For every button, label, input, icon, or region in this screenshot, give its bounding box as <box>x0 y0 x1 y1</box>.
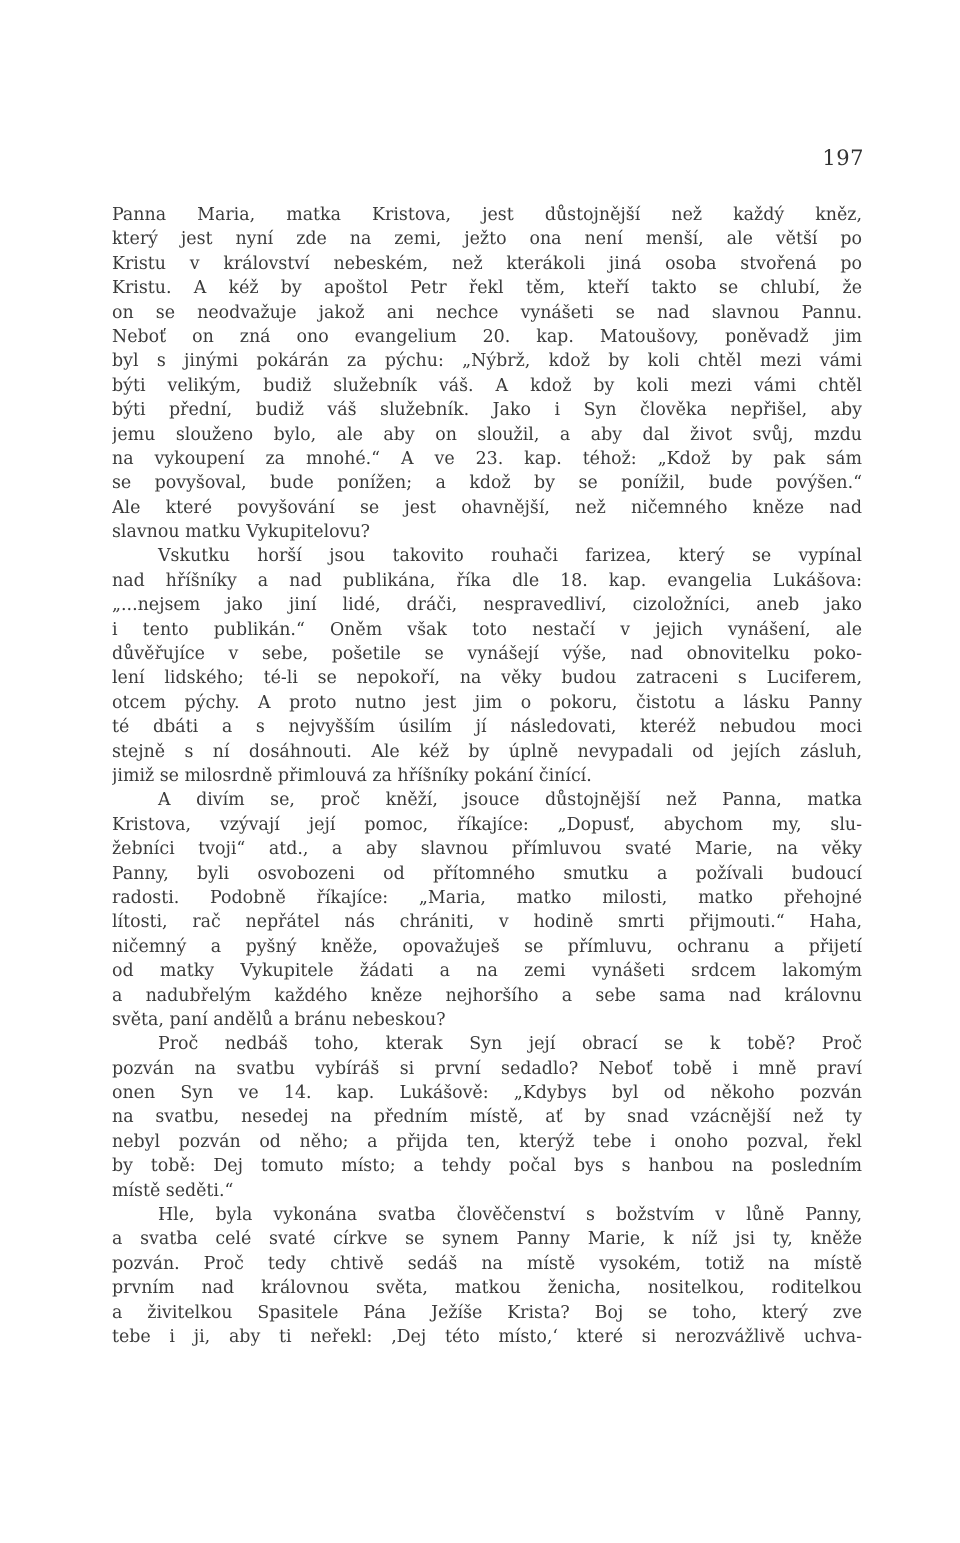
text-line: stejně s ní dosáhnouti. Ale kéž by úplně nevypadali od jejích zásluh, <box>112 741 862 762</box>
text-line: který jest nyní zde na zemi, ježto ona není menší, ale větší po <box>112 229 862 250</box>
text-line: Kristova, vzývají její pomoc, říkajíce: „Dopusť, abychom my, slu- <box>112 814 862 835</box>
text-line: Vskutku horší jsou takovito rouhači farizea, který se vypínal <box>158 546 862 567</box>
body-text <box>112 203 862 1349</box>
text-line: jemu slouženo bylo, ale aby on sloužil, a aby dal život svůj, mzdu <box>112 424 862 445</box>
text-line: býti přední, budiž váš služebník. Jako i Syn člověka nepřišel, aby <box>112 400 862 421</box>
paragraph <box>112 203 862 544</box>
text-line: Kristu. A kéž by apoštol Petr řekl těm, kteří takto se chlubí, že <box>112 278 862 299</box>
text-line: jimiž se milosrdně přimlouvá za hříšníky pokání činící. <box>112 765 592 786</box>
text-line: tebe i ji, aby ti neřekl: ‚Dej této místo,‘ které si nerozvážlivě uchva- <box>112 1326 862 1347</box>
text-line: Proč nedbáš toho, kterak Syn její obrací se k tobě? Proč <box>158 1034 862 1055</box>
text-line: od matky Vykupitele žádati a na zemi vynášeti srdcem lakomým <box>112 961 862 982</box>
text-line: pozván. Proč tedy chtivě sedáš na místě vysokém, totiž na místě <box>112 1253 862 1274</box>
text-line: radosti. Podobně říkajíce: „Maria, matko milosti, matko přehojné <box>112 887 862 908</box>
text-line: Kristu v království nebeském, než kterákoli jiná osoba stvořená po <box>112 253 862 274</box>
page-number: 197 <box>822 146 864 170</box>
text-line: pozván na svatbu vybíráš si první sedadlo? Neboť tobě i mně praví <box>112 1058 862 1079</box>
text-line: lítosti, rač nepřátel nás chrániti, v hodině smrti přijmouti.“ Haha, <box>112 912 862 933</box>
text-line: by tobě: Dej tomuto místo; a tehdy počal bys s hanbou na posledním <box>112 1156 862 1177</box>
text-line: Panny, byli osvobozeni od přítomného smutku a požívali budoucí <box>112 863 862 884</box>
text-line: Ale které povyšování se jest ohavnější, než ničemného kněze nad <box>112 497 862 518</box>
text-line: on se neodvažuje jakož ani nechce vynášeti se nad slavnou Pannu. <box>112 302 862 323</box>
paragraph <box>112 1032 862 1203</box>
text-line: a živitelkou Spasitele Pána Ježíše Krista? Boj se toho, který zve <box>112 1302 862 1323</box>
text-line: „...nejsem jako jiní lidé, dráči, nespravedliví, cizoložníci, aneb jako <box>112 595 862 616</box>
text-line: a nadubřelým každého kněze nejhoršího a sebe sama nad královnu <box>112 985 862 1006</box>
text-line: prvním nad královnou světa, matkou ženicha, nositelkou, roditelkou <box>112 1278 862 1299</box>
text-line: onen Syn ve 14. kap. Lukášově: „Kdybys byl od někoho pozván <box>112 1083 862 1104</box>
text-line: se povyšoval, bude ponížen; a kdož by se ponížil, bude povýšen.“ <box>112 473 862 494</box>
text-line: a svatba celé svaté církve se synem Panny Marie, k níž jsi ty, kněže <box>112 1229 862 1250</box>
text-line: nad hříšníky a nad publikána, říka dle 18. kap. evangelia Lukášova: <box>112 570 862 591</box>
text-line: Panna Maria, matka Kristova, jest důstojnější než každý kněz, <box>112 205 862 225</box>
text-line: byl s jinými pokárán za pýchu: „Nýbrž, kdož by koli chtěl mezi vámi <box>112 351 862 372</box>
text-line: lení lidského; té-li se nepokoří, na věky budou zatraceni s Luciferem, <box>112 668 862 689</box>
text-line: té dbáti a s nejvyšším úsilím jí následovati, kteréž nebudou moci <box>112 717 862 738</box>
text-line: Hle, byla vykonána svatba člověčenství s božstvím v lůně Panny, <box>158 1205 862 1226</box>
text-line: žebníci tvoji“ atd., a aby slavnou přímluvou svaté Marie, na věky <box>112 839 862 860</box>
paragraph <box>112 1203 862 1349</box>
text-line: na svatbu, nesedej na předním místě, ať by snad vzácnější než ty <box>112 1107 862 1128</box>
paragraph <box>112 544 862 788</box>
text-line: otcem pýchy. A proto nutno jest jim o pokoru, čistotu a lásku Panny <box>112 692 862 713</box>
text-line: Neboť on zná ono evangelium 20. kap. Matoušovy, poněvadž jim <box>112 326 862 347</box>
text-line: důvěřujíce v sebe, pošetile se vynášejí výše, nad obnovitelku poko- <box>112 644 862 665</box>
text-line: A divím se, proč kněží, jsouce důstojnější než Panna, matka <box>158 790 862 811</box>
paragraph <box>112 788 862 1032</box>
text-line: světa, paní andělů a bránu nebeskou? <box>112 1009 446 1030</box>
text-line: býti velikým, budiž služebník váš. A kdož by koli mezi vámi chtěl <box>112 375 862 396</box>
text-line: místě seděti.“ <box>112 1180 234 1201</box>
text-line: slavnou matku Vykupitelovu? <box>112 522 370 543</box>
text-line: nebyl pozván od něho; a přijda ten, kterýž tebe i onoho pozval, řekl <box>112 1131 862 1152</box>
text-line: ničemný a pyšný kněže, opovažuješ se přímluvu, ochranu a přijetí <box>112 936 862 957</box>
text-line: na vykoupení za mnohé.“ A ve 23. kap. téhož: „Kdož by pak sám <box>112 448 862 469</box>
text-line: i tento publikán.“ Oněm však toto nestačí v jejich vynášení, ale <box>112 619 862 640</box>
